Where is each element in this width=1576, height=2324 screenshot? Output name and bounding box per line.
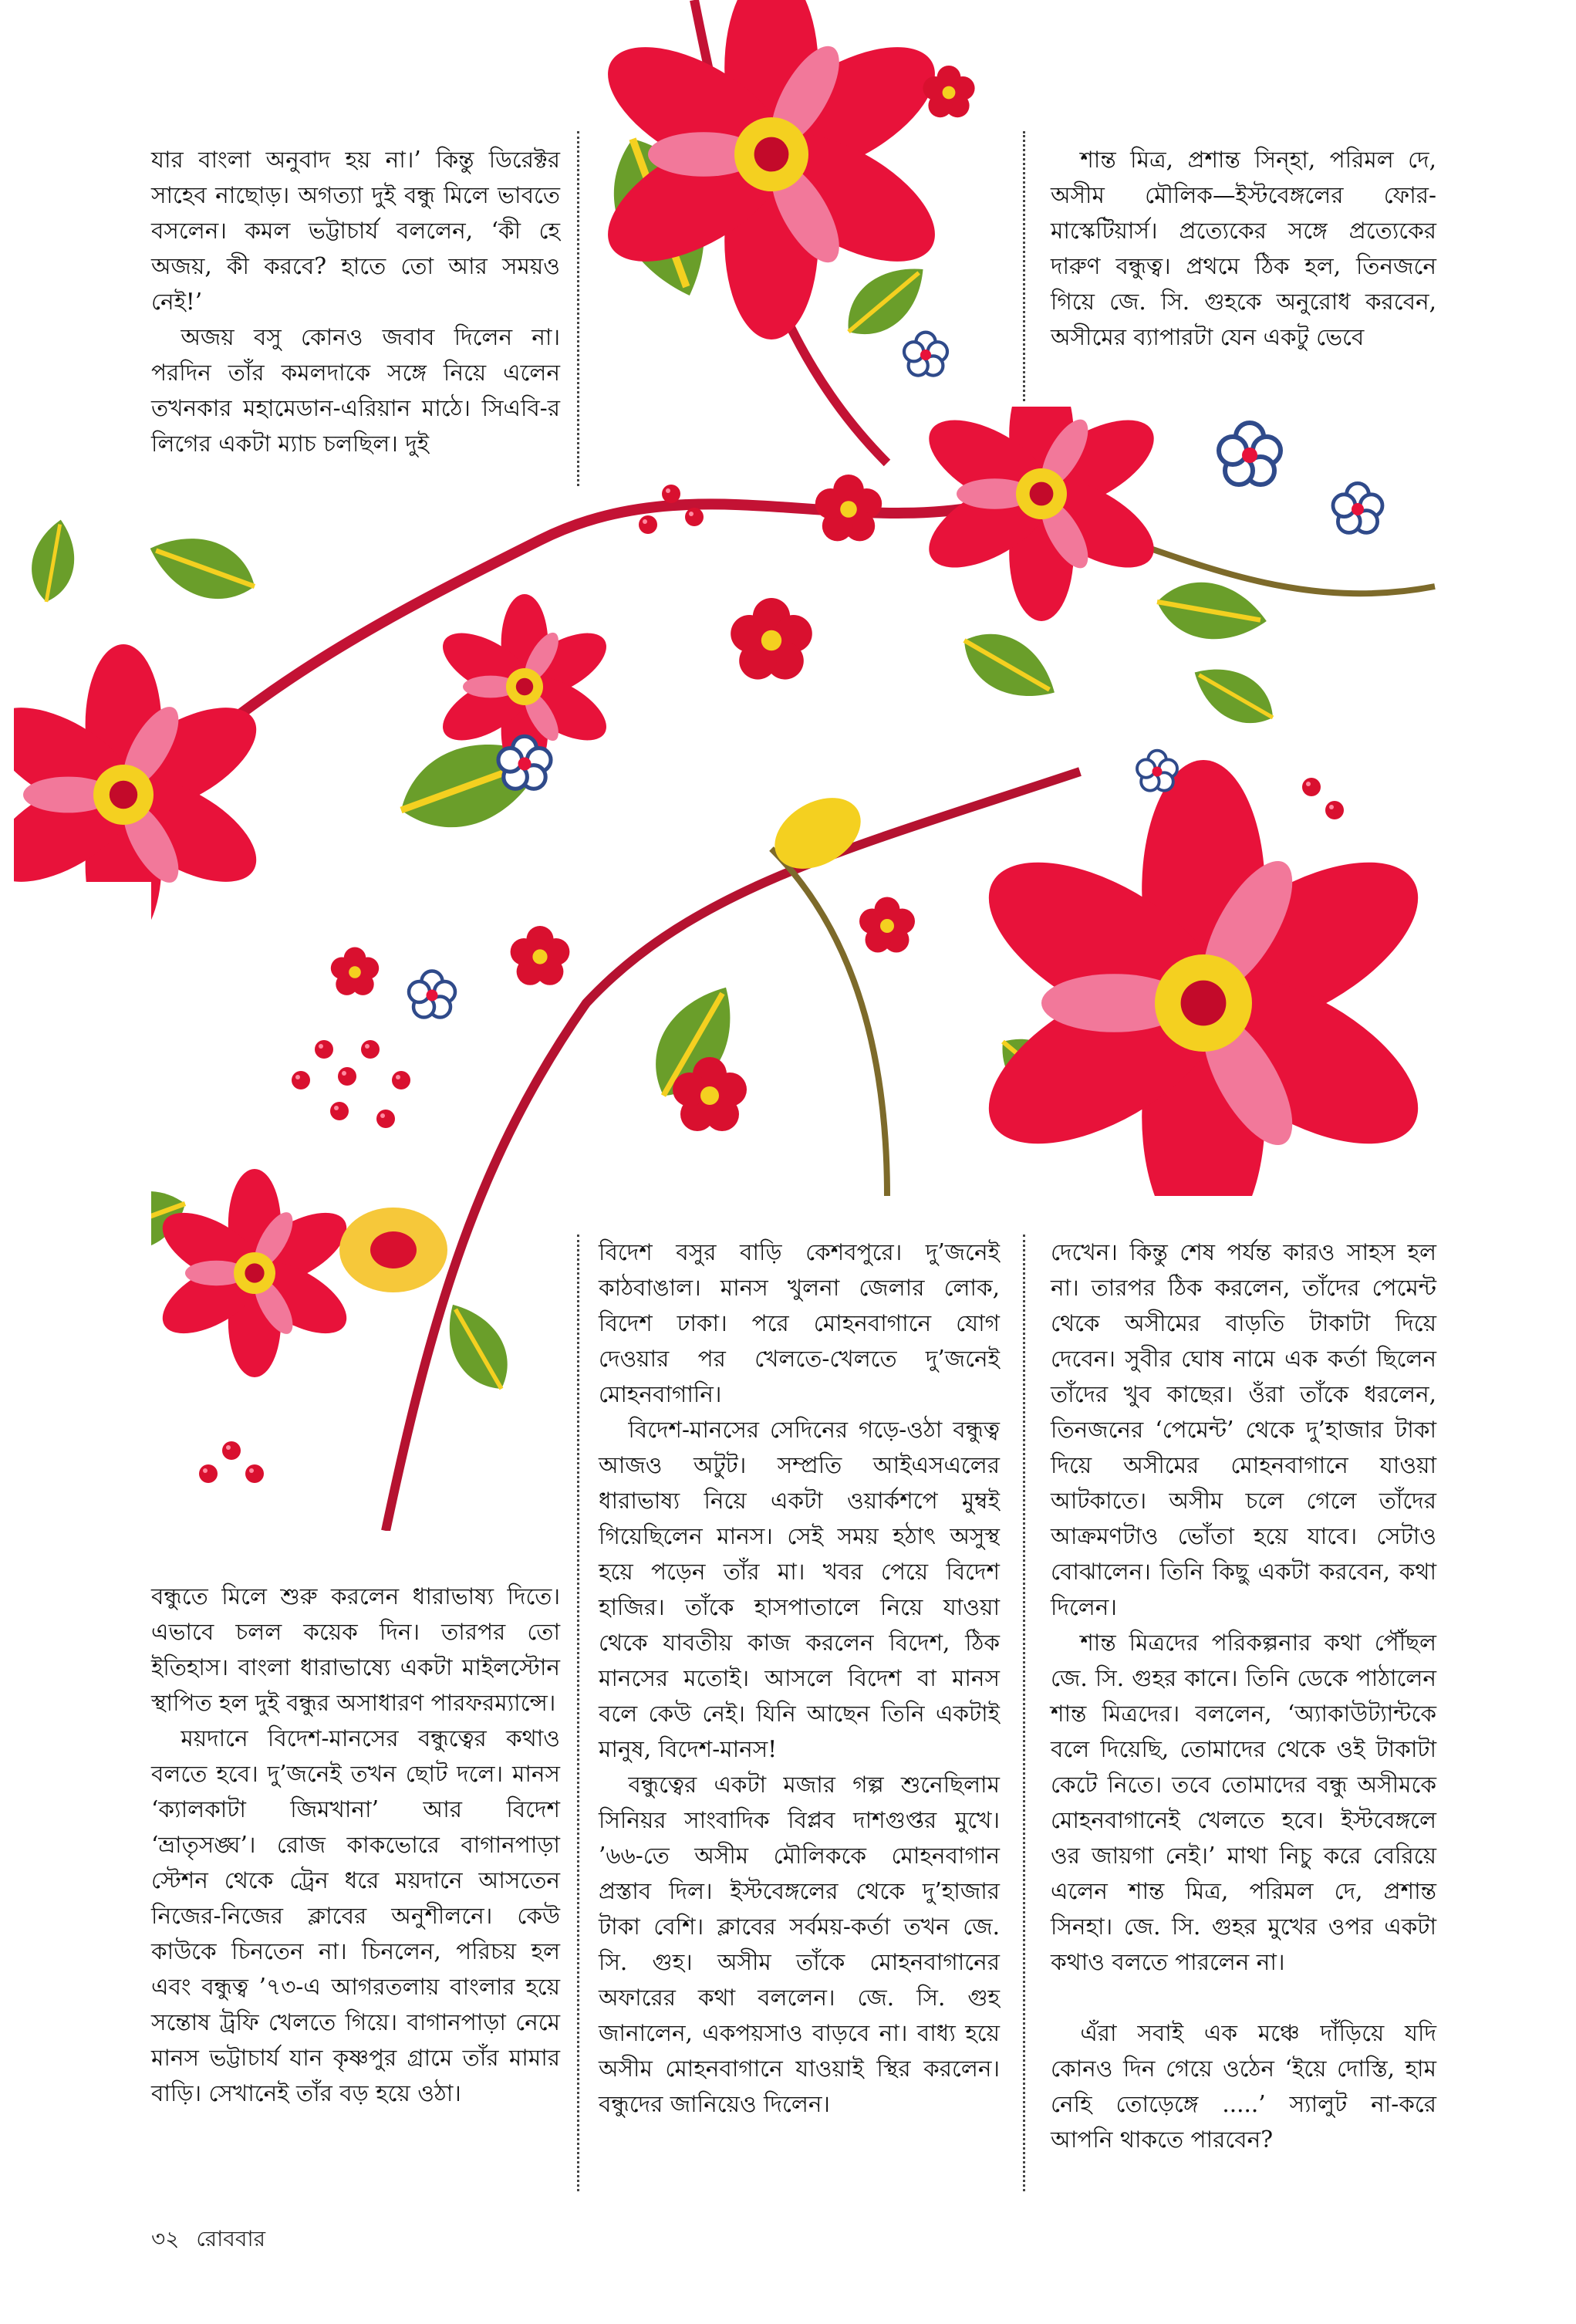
paragraph: বন্ধুতে মিলে শুরু করলেন ধারাভাষ্য দিতে। এভাবে চলল কয়েক দিন। তারপর তো ইতিহাস। বাংলা ধারাভাষ্যে একটা মাইলস্টোন স্থাপিত হল দুই বন্ধুর অসাধারণ পারফরম্যান্সে। [151,1583,560,1716]
column-divider [1023,131,1025,401]
column-divider [1023,1235,1025,2191]
paragraph: দেখেন। কিন্তু শেষ পর্যন্ত কারও সাহস হল না। তারপর ঠিক করলেন, তাঁদের পেমেন্ট থেকে অসীমের বাড়তি টাকাটা দিয়ে দেবেন। সুবীর ঘোষ নামে এক কর্তা ছিলেন তাঁদের খুব কাছের। ওঁরা তাঁকে ধরলেন, তিনজনের ‘পেমেন্ট’ থেকে দু’হাজার টাকা দিয়ে অসীমের মোহনবাগানে যাওয়া আটকাতে। অসীম চলে গেলে তাঁদের আক্রমণটাও ভোঁতা হয়ে যাবে। সেটাও বোঝালেন। তিনি কিছু একটা করবেন, কথা দিলেন। [1051,1239,1436,1620]
column-divider [577,131,579,486]
column-top-right [1051,142,1436,355]
paragraph: শান্ত মিত্র, প্রশান্ত সিন্‌হা, পরিমল দে, অসীম মৌলিক—ইস্টবেঙ্গলের ফোর-মাস্কেটিয়ার্স। প্রত্যেকের সঙ্গে প্রত্যেকের দারুণ বন্ধুত্ব। প্রথমে ঠিক হল, তিনজনে গিয়ে জে. সি. গুহকে অনুরোধ করবেন, অসীমের ব্যাপারটা যেন একটু ভেবে [1051,147,1436,350]
paragraph: ময়দানে বিদেশ-মানসের বন্ধুত্বের কথাও বলতে হবে। দু’জনেই তখন ছোট দলে। মানস ‘ক্যালকাটা জিমখানা’ আর বিদেশ ‘ভ্রাতৃসঙ্ঘ’। রোজ কাকভোরে বাগানপাড়া স্টেশন থেকে ট্রেন ধরে ময়দানে আসতেন নিজের-নিজের ক্লাবের অনুশীলনে। কেউ কাউকে চিনতেন না। চিনলেন, পরিচয় হল এবং বন্ধুত্ব ’৭৩-এ আগরতলায় বাংলার হয়ে সন্তোষ ট্রফি খেলতে গিয়ে। বাগানপাড়া নেমে মানস ভট্টাচার্য যান কৃষ্ণপুর গ্রামে তাঁর মামার বাড়ি। সেখানেই তাঁর বড় হয়ে ওঠা। [151,1725,560,2106]
column-divider [577,1235,579,2191]
column-top-left [151,142,560,461]
column-bottom-middle [599,1235,1000,2122]
page-number: ৩২ [151,2226,180,2251]
paragraph: শান্ত মিত্রদের পরিকল্পনার কথা পৌঁছল জে. সি. গুহর কানে। তিনি ডেকে পাঠালেন শান্ত মিত্রদের। বললেন, ‘অ্যাকাউট্যান্টকে বলে দিয়েছি, তোমাদের থেকে ওই টাকাটা কেটে নিতে। তবে তোমাদের বন্ধু অসীমকে মোহনবাগানেই খেলতে হবে। ইস্টবেঙ্গলে ওর জায়গা নেই।’ মাথা নিচু করে বেরিয়ে এলেন শান্ত মিত্র, পরিমল দে, প্রশান্ত সিনহা। জে. সি. গুহর মুখের ওপর একটা কথাও বলতে পারলেন না। [1051,1630,1436,1975]
paragraph: যার বাংলা অনুবাদ হয় না।’ কিন্তু ডিরেক্টর সাহেব নাছোড়। অগত্যা দুই বন্ধু মিলে ভাবতে বসলেন। কমল ভট্টাচার্য বললেন, ‘কী হে অজয়, কী করবে? হাতে তো আর সময়ও নেই!’ [151,147,560,315]
column-bottom-left [151,1579,560,2111]
paragraph: বিদেশ-মানসের সেদিনের গড়ে-ওঠা বন্ধুত্ব আজও অটুট। সম্প্রতি আইএসএলের ধারাভাষ্য নিয়ে একটা ওয়ার্কশপে মুম্বই গিয়েছিলেন মানস। সেই সময় হঠাৎ অসুস্থ হয়ে পড়েন তাঁর মা। খবর পেয়ে বিদেশ হাজির। তাঁকে হাসপাতালে নিয়ে যাওয়া থেকে যাবতীয় কাজ করলেন বিদেশ, ঠিক মানসের মতোই। আসলে বিদেশ বা মানস বলে কেউ নেই। যিনি আছেন তিনি একটাই মানুষ, বিদেশ-মানস! [599,1417,1000,1762]
paragraph: বন্ধুত্বের একটা মজার গল্প শুনেছিলাম সিনিয়র সাংবাদিক বিপ্লব দাশগুপ্তর মুখে। ’৬৬-তে অসীম মৌলিককে মোহনবাগান প্রস্তাব দিল। ইস্টবেঙ্গলের থেকে দু’হাজার টাকা বেশি। ক্লাবের সর্বময়-কর্তা তখন জে. সি. গুহ। অসীম তাঁকে মোহনবাগানের অফারের কথা বললেন। জে. সি. গুহ জানালেন, একপয়সাও বাড়বে না। বাধ্য হয়ে অসীম মোহনবাগানে যাওয়াই স্থির করলেন। বন্ধুদের জানিয়েও দিলেন। [599,1772,1000,2117]
page-footer [151,2222,282,2258]
magazine-name: রোববার [196,2226,265,2251]
paragraph: অজয় বসু কোনও জবাব দিলেন না। পরদিন তাঁর কমলদাকে সঙ্গে নিয়ে এলেন তখনকার মহামেডান-এরিয়ান মাঠে। সিএবি-র লিগের একটা ম্যাচ চলছিল। দুই [151,324,560,457]
column-bottom-right [1051,1235,1436,2157]
paragraph: বিদেশ বসুর বাড়ি কেশবপুরে। দু’জনেই কাঠবাঙাল। মানস খুলনা জেলার লোক, বিদেশ ঢাকা। পরে মোহনবাগানে যোগ দেওয়ার পর খেলতে-খেলতে দু’জনেই মোহনবাগানি। [599,1239,1000,1407]
paragraph: এঁরা সবাই এক মঞ্চে দাঁড়িয়ে যদি কোনও দিন গেয়ে ওঠেন ‘ইয়ে দোস্তি, হাম নেহি তোড়েঙ্গে .....’ স্যালুট না-করে আপনি থাকতে পারবেন? [1051,2020,1436,2153]
